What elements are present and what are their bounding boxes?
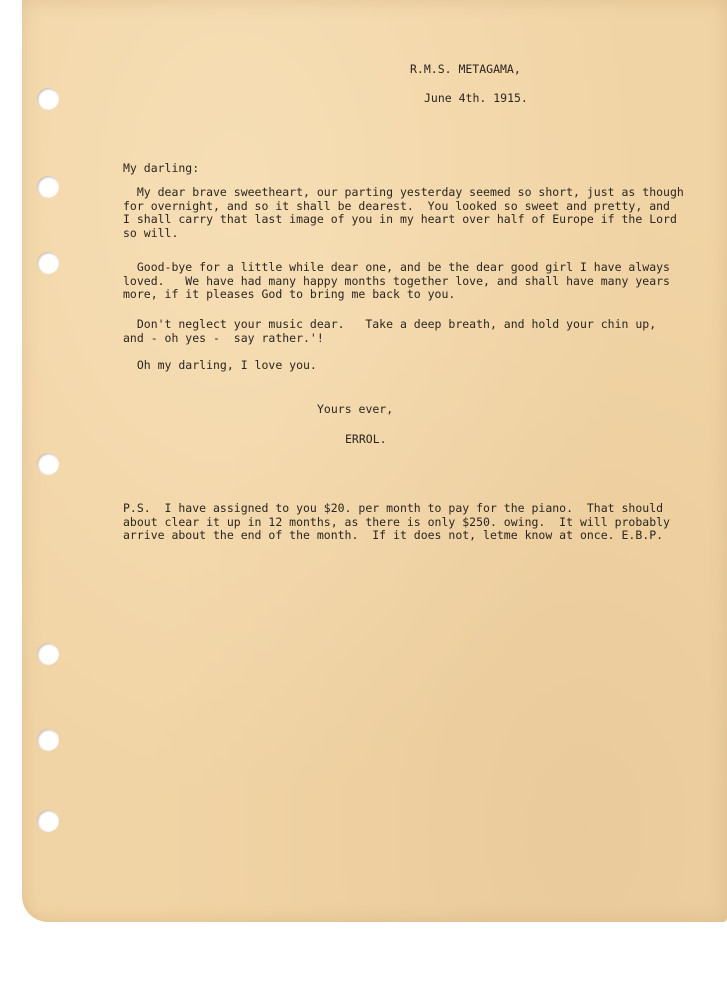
text-line: and - oh yes - say rather.'! xyxy=(123,330,324,345)
binder-hole xyxy=(37,453,59,475)
binder-hole xyxy=(37,176,59,198)
binder-hole xyxy=(37,252,59,274)
text-line: about clear it up in 12 months, as there is only $250. owing. It will probably xyxy=(123,514,670,529)
binder-hole xyxy=(37,729,59,751)
text-line: more, if it pleases God to bring me back to you. xyxy=(123,287,456,301)
text-line: P.S. I have assigned to you $20. per month to pay for the piano. That should xyxy=(123,501,664,515)
paragraph-3 xyxy=(123,318,656,345)
text-line: loved. We have had many happy months together love, and shall have many years xyxy=(123,273,670,288)
text-line: so will. xyxy=(123,225,179,240)
binder-hole xyxy=(37,88,59,110)
text-line: for overnight, and so it shall be dearest. You looked so sweet and pretty, and xyxy=(123,198,670,213)
paragraph-4 xyxy=(123,359,317,373)
binder-hole xyxy=(37,810,59,832)
salutation: My darling: xyxy=(123,161,200,175)
text-line: I shall carry that last image of you in my heart over half of Europe if the Lord xyxy=(123,212,677,226)
signature: ERROL. xyxy=(345,432,387,446)
closing: Yours ever, xyxy=(317,402,394,416)
paragraph-1 xyxy=(123,186,684,240)
text-line: Don't neglect your music dear. Take a deep breath, and hold your chin up, xyxy=(123,317,657,331)
text-line: Good-bye for a little while dear one, and be the dear good girl I have always xyxy=(123,260,670,274)
letter-page xyxy=(22,0,727,922)
letter-date: June 4th. 1915. xyxy=(424,91,528,105)
paragraph-2 xyxy=(123,261,670,302)
ship-heading: R.M.S. METAGAMA, xyxy=(410,62,521,76)
binder-hole xyxy=(37,643,59,665)
text-line: arrive about the end of the month. If it does not, letme know at once. E.B.P. xyxy=(123,528,664,542)
text-line: My dear brave sweetheart, our parting yesterday seemed so short, just as though xyxy=(123,185,684,199)
text-line: Oh my darling, I love you. xyxy=(123,358,317,372)
postscript xyxy=(123,502,670,543)
